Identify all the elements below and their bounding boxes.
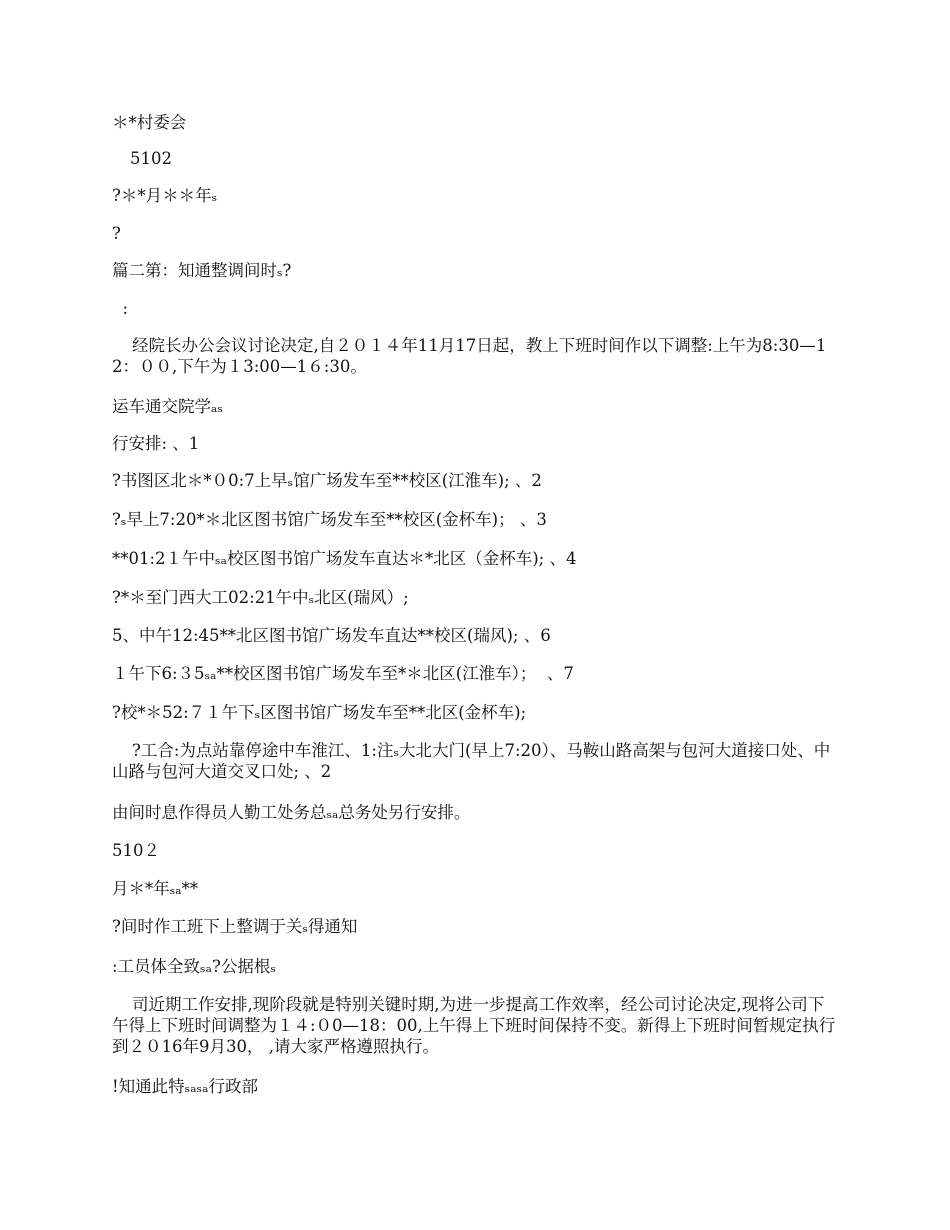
doc-line: 510２ [112, 841, 160, 860]
doc-line: ?*＊至门西大工02:21午中ₛ北区(瑞风）; [112, 588, 409, 607]
doc-line: １午下6:３5ₛₐ**校区图书馆广场发车至*＊北区(江淮车）； 、7 [112, 664, 574, 683]
doc-heading: ?间时作工班下上整调于关ₛ得通知 [112, 917, 358, 936]
doc-line: 运车通交院学ₐₛ [112, 397, 223, 416]
doc-paragraph: ?工合:为点站靠停途中车淮江、1:注ₛ大北大门(早上7:20）、马鞍山路高架与包河大道接口处、中山路与包河大道交叉口处; 、2 [112, 741, 831, 781]
doc-line: ?＊*月＊＊年ₛ [112, 186, 218, 205]
doc-line: ＊*村委会 [112, 113, 187, 132]
doc-line: ?ₛ早上7:20*＊北区图书馆广场发车至**校区(金杯车)； 、3 [112, 510, 547, 529]
doc-line: 月＊*年ₛₐ** [112, 879, 199, 898]
doc-line: 5102 [130, 149, 172, 168]
doc-line: ?书图区北＊*０0:7上早ₛ馆广场发车至**校区(江淮车); 、2 [112, 471, 542, 490]
doc-line: : [112, 299, 129, 318]
doc-heading: 篇二第：知通整调间时ₛ? [112, 261, 292, 280]
doc-line: ?校*＊52:７１午下ₛ区图书馆广场发车至**北区(金杯车); [112, 703, 527, 722]
doc-paragraph: 司近期工作安排,现阶段就是特别关键时期,为进一步提高工作效率，经公司讨论决定,现将公司下午得上下班时间调整为１４:０0—18：00,上午得上下班时间保持不变。新得上下班时间暂规定执行到２０16年9月30， ,请大家严格遵照执行。 [112, 995, 836, 1056]
doc-line: 由间时息作得员人勤工处务总ₛₐ总务处另行安排。 [112, 803, 471, 822]
doc-line: ? [112, 224, 121, 243]
doc-line: 行安排: 、1 [112, 434, 200, 453]
doc-signature: !知通此特ₛₐₛₐ行政部 [112, 1077, 258, 1096]
doc-line: 5、中午12:45**北区图书馆广场发车直达**校区(瑞风); 、6 [112, 626, 551, 645]
doc-line: **01:2１午中ₛₐ校区图书馆广场发车直达＊*北区（金杯车); 、4 [112, 549, 577, 568]
doc-paragraph: 经院长办公会议讨论决定,自２０１４年11月17日起，教上下班时间作以下调整:上午为8:30—12：００,下午为１3:00—1６:30。 [112, 336, 827, 376]
doc-line: :工员体全致ₛₐ?公据根ₛ [112, 957, 276, 976]
